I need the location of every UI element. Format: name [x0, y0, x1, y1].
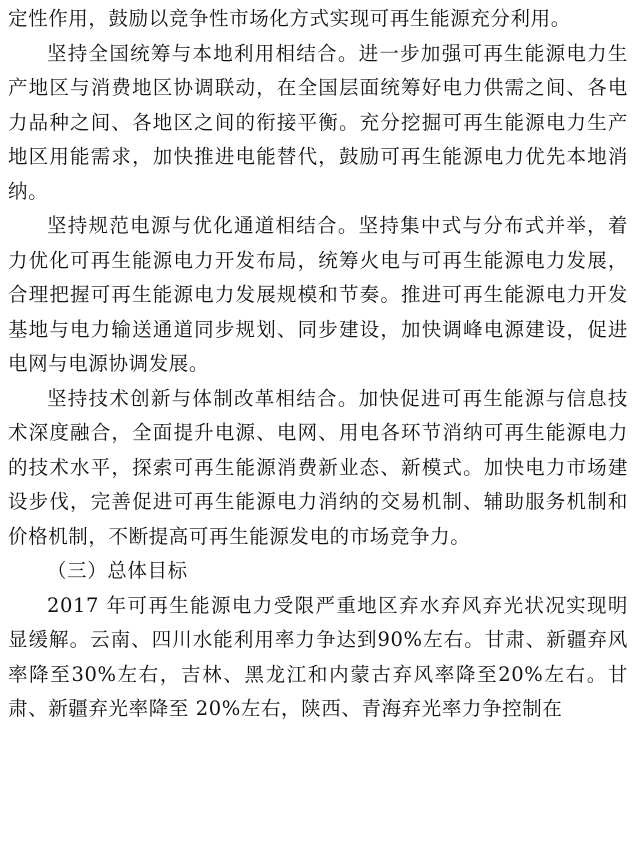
- section-heading: （三）总体目标: [47, 559, 188, 582]
- paragraph-power-source-channel: 坚持规范电源与优化通道相结合。坚持集中式与分布式并举，着力优化可再生能源电力开发布局，统筹火电与可再生能源电力发展，合理把握可再生能源电力发展规模和节奏。推进可再生能源电力开发基地与电力输送通道同步规划、同步建设，加快调峰电源建设，促进电网与电源协调发展。: [8, 214, 628, 375]
- paragraph-national-coordination: 坚持全国统筹与本地利用相结合。进一步加强可再生能源电力生产地区与消费地区协调联动，在全国层面统筹好电力供需之间、各电力品种之间、各地区之间的衔接平衡。充分挖掘可再生能源电力生产地区用能需求，加快推进电能替代，鼓励可再生能源电力优先本地消纳。: [8, 41, 628, 203]
- paragraph-innovation-reform: 坚持技术创新与体制改革相结合。加快促进可再生能源与信息技术深度融合，全面提升电源、电网、用电各环节消纳可再生能源电力的技术水平，探索可再生能源消费新业态、新模式。加快电力市场建设步伐，完善促进可再生能源电力消纳的交易机制、辅助服务机制和价格机制，不断提高可再生能源发电的市场竞争力。: [8, 386, 628, 548]
- paragraph-targets: 2017 年可再生能源电力受限严重地区弃水弃风弃光状况实现明显缓解。云南、四川水能利用率力争达到90%左右。甘肃、新疆弃风率降至30%左右，吉林、黑龙江和内蒙古弃风率降至20%左右。甘肃、新疆弃光率降至 20%左右，陕西、青海弃光率力争控制在: [8, 593, 628, 720]
- paragraph-continued: 定性作用，鼓励以竞争性市场化方式实现可再生能源充分利用。: [8, 7, 571, 30]
